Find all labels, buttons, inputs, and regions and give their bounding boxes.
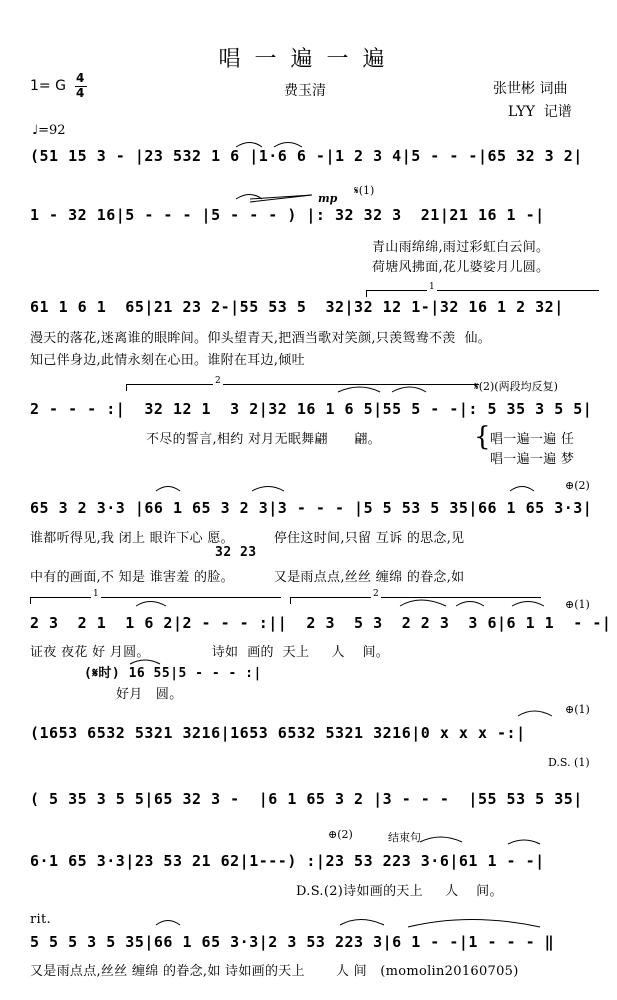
coda-2-marker: ⊕(2)	[565, 479, 590, 492]
volta-1b-bracket: 1	[30, 597, 281, 604]
slur-mark	[274, 143, 302, 148]
volta-1-bracket: 1	[366, 290, 599, 297]
slur-mark	[456, 602, 484, 607]
slur-mark	[510, 487, 534, 492]
ds-alt-notes: (𝄋时) 16 55|5 - - - :|	[84, 666, 262, 681]
composer-credit: 张世彬 词曲	[493, 81, 568, 97]
slur-mark	[392, 387, 426, 392]
repeat-brace: {	[474, 422, 491, 452]
notation-row-4: 2 - - - :| 32 12 1 3 2|32 16 1 6 5|55 5 - -|: 5 35 3 5 5|	[30, 400, 593, 418]
slur-mark	[508, 840, 540, 844]
time-signature-top: 4	[76, 71, 85, 85]
singer: 费玉清	[284, 83, 326, 99]
segno-1-marker: 𝄋(1)	[354, 184, 375, 197]
lyric-chorus-line1b: 唱一遍一遍 梦	[490, 452, 575, 467]
alt-notes-upper: 32 23	[215, 545, 257, 560]
rit-marking: rit.	[30, 912, 51, 927]
lyric-verse1-line1: 青山雨绵绵,雨过彩虹白云间。	[372, 240, 550, 255]
slur-mark	[130, 660, 160, 664]
slur-mark	[236, 143, 262, 148]
notation-row-7: (1653 6532 5321 3216|1653 6532 5321 3216|0 x x x -:|	[30, 724, 526, 742]
crescendo-hairpin	[250, 195, 312, 202]
slur-mark	[408, 920, 540, 928]
slur-mark	[338, 387, 380, 392]
ending-label: 结束句	[388, 831, 421, 844]
lyric-chorus-line2a: 谁都听得见,我 闭上 眼许下心 愿。 停住这时间,只留 互诉 的思念,见	[30, 531, 465, 546]
slur-mark	[252, 487, 284, 492]
transcriber-credit: LYY 记谱	[508, 104, 572, 120]
coda-2b-marker: ⊕(2)	[328, 828, 353, 841]
ds-alt-lyric: 好月 圆。	[116, 687, 183, 702]
slur-mark	[512, 602, 544, 607]
volta-2b-bracket: 2	[290, 597, 541, 604]
dynamic-mp: mp	[318, 192, 338, 205]
notation-row-2: 1 - 32 16|5 - - - |5 - - - ) |: 32 32 3 21|21 16 1 -|	[30, 206, 545, 224]
notation-row-3: 61 1 6 1 65|21 23 2-|55 53 5 32|32 12 1-|32 16 1 2 32|	[30, 298, 564, 316]
ds-1-marker: D.S. (1)	[548, 756, 590, 769]
slur-mark	[156, 487, 180, 492]
notation-row-5: 65 3 2 3·3 |66 1 65 3 2 3|3 - - - |5 5 53 5 35|66 1 65 3·3|	[30, 499, 593, 517]
notation-row-1: (51 15 3 - |23 532 1 6 |1·6 6 -|1 2 3 4|5 - - -|65 32 3 2|	[30, 147, 583, 165]
slur-mark	[156, 921, 180, 926]
lyric-ending-ds2: D.S.(2)诗如画的天上 人 间。	[296, 884, 503, 899]
lyric-verse2-line3: 不尽的誓言,相约 对月无眠舞翩 翩。	[146, 432, 381, 447]
tempo-marking: ♩=92	[32, 123, 66, 138]
lyric-verse2-line1: 荷塘风拂面,花儿婆娑月儿圆。	[372, 260, 550, 275]
notation-row-8: ( 5 35 3 5 5|65 32 3 - |6 1 65 3 2 |3 - - - |55 53 5 35|	[30, 790, 583, 808]
key-signature: 1= G	[30, 78, 66, 94]
lyric-verse1-line2: 漫天的落花,迷离谁的眼眸间。仰头望青天,把酒当歌对笑颜,只羡鸳鸯不羡 仙。	[30, 331, 492, 346]
slur-mark	[420, 837, 462, 842]
lyric-chorus-line3: 证夜 夜花 好 月圆。 诗如 画的 天上 人 间。	[30, 645, 390, 660]
coda-1b-marker: ⊕(1)	[565, 703, 590, 716]
notation-row-10: 5 5 5 3 5 35|66 1 65 3·3|2 3 53 223 3|6 1 - -|1 - - - ‖	[30, 933, 555, 951]
slur-mark	[400, 600, 446, 606]
volta-2-bracket: 2	[126, 384, 479, 391]
lyric-chorus-line1a: 唱一遍一遍 任	[490, 432, 575, 447]
time-signature-bottom: 4	[76, 86, 85, 100]
slur-mark	[340, 920, 384, 926]
slur-mark	[136, 602, 166, 607]
song-title: 唱一遍一遍	[218, 47, 399, 72]
lyric-chorus-line2b: 中有的画面,不 知是 谁害羞 的脸。 又是雨点点,丝丝 缠绵 的眷念,如	[30, 570, 465, 585]
notation-row-9: 6·1 65 3·3|23 53 21 62|1---) :|23 53 223 3·6|61 1 - -|	[30, 852, 545, 870]
coda-1-marker: ⊕(1)	[565, 598, 590, 611]
slur-mark	[518, 711, 552, 716]
lyric-final: 又是雨点点,丝丝 缠绵 的眷念,如 诗如画的天上 人 间 (momolin20160705)	[30, 964, 519, 979]
notation-row-6: 2 3 2 1 1 6 2|2 - - - :|| 2 3 5 3 2 2 3 3 6|6 1 1 - -|	[30, 614, 612, 632]
segno-2-marker: 𝄋(2)(两段均反复)	[474, 380, 558, 393]
lyric-verse2-line2: 知己伴身边,此情永刻在心田。谁附在耳边,倾吐	[30, 353, 305, 368]
